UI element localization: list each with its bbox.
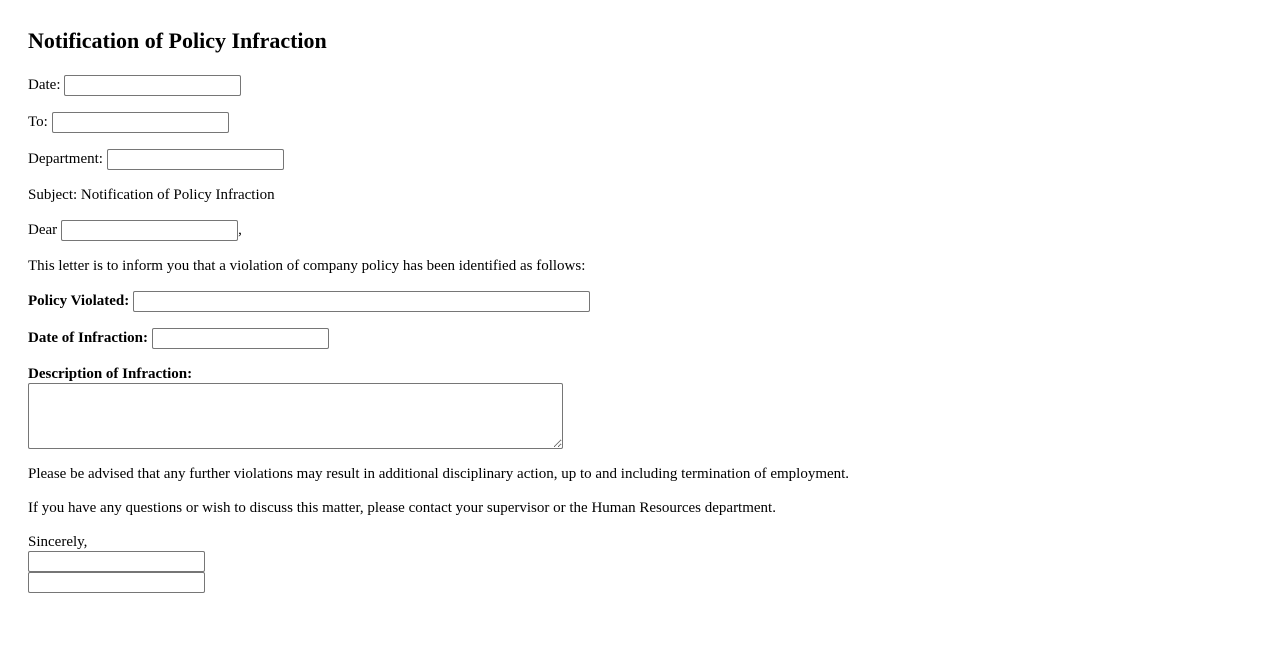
warning-text: Please be advised that any further violations may result in additional disciplinary action, up to and including termination of employment. (28, 466, 850, 482)
subject-line: Subject: Notification of Policy Infraction (28, 187, 275, 203)
contact-text: If you have any questions or wish to discuss this matter, please contact your supervisor or the Human Resources department. (28, 500, 776, 516)
description-label: Description of Infraction: (28, 366, 193, 382)
department-input[interactable] (107, 149, 284, 170)
date-row (28, 75, 241, 96)
salutation-prefix: Dear (28, 222, 58, 238)
policy-violated-input[interactable] (133, 291, 590, 312)
salutation-row (28, 220, 242, 241)
to-row (28, 112, 229, 133)
date-of-infraction-input[interactable] (152, 328, 329, 349)
signature-name-input[interactable] (28, 551, 205, 572)
to-input[interactable] (52, 112, 229, 133)
to-label: To: (28, 114, 48, 130)
date-of-infraction-row (28, 328, 329, 349)
department-label: Department: (28, 151, 103, 167)
intro-text: This letter is to inform you that a violation of company policy has been identified as follows: (28, 258, 586, 274)
policy-violated-row (28, 291, 590, 312)
date-input[interactable] (64, 75, 241, 96)
recipient-name-input[interactable] (61, 220, 238, 241)
date-of-infraction-label: Date of Infraction: (28, 330, 148, 346)
description-textarea[interactable] (28, 383, 563, 449)
signature-title-input[interactable] (28, 572, 205, 593)
date-label: Date: (28, 77, 61, 93)
salutation-comma: , (238, 222, 242, 238)
policy-violated-label: Policy Violated: (28, 293, 130, 309)
department-row (28, 149, 284, 170)
page-title: Notification of Policy Infraction (28, 28, 327, 53)
closing-text: Sincerely, (28, 534, 88, 550)
